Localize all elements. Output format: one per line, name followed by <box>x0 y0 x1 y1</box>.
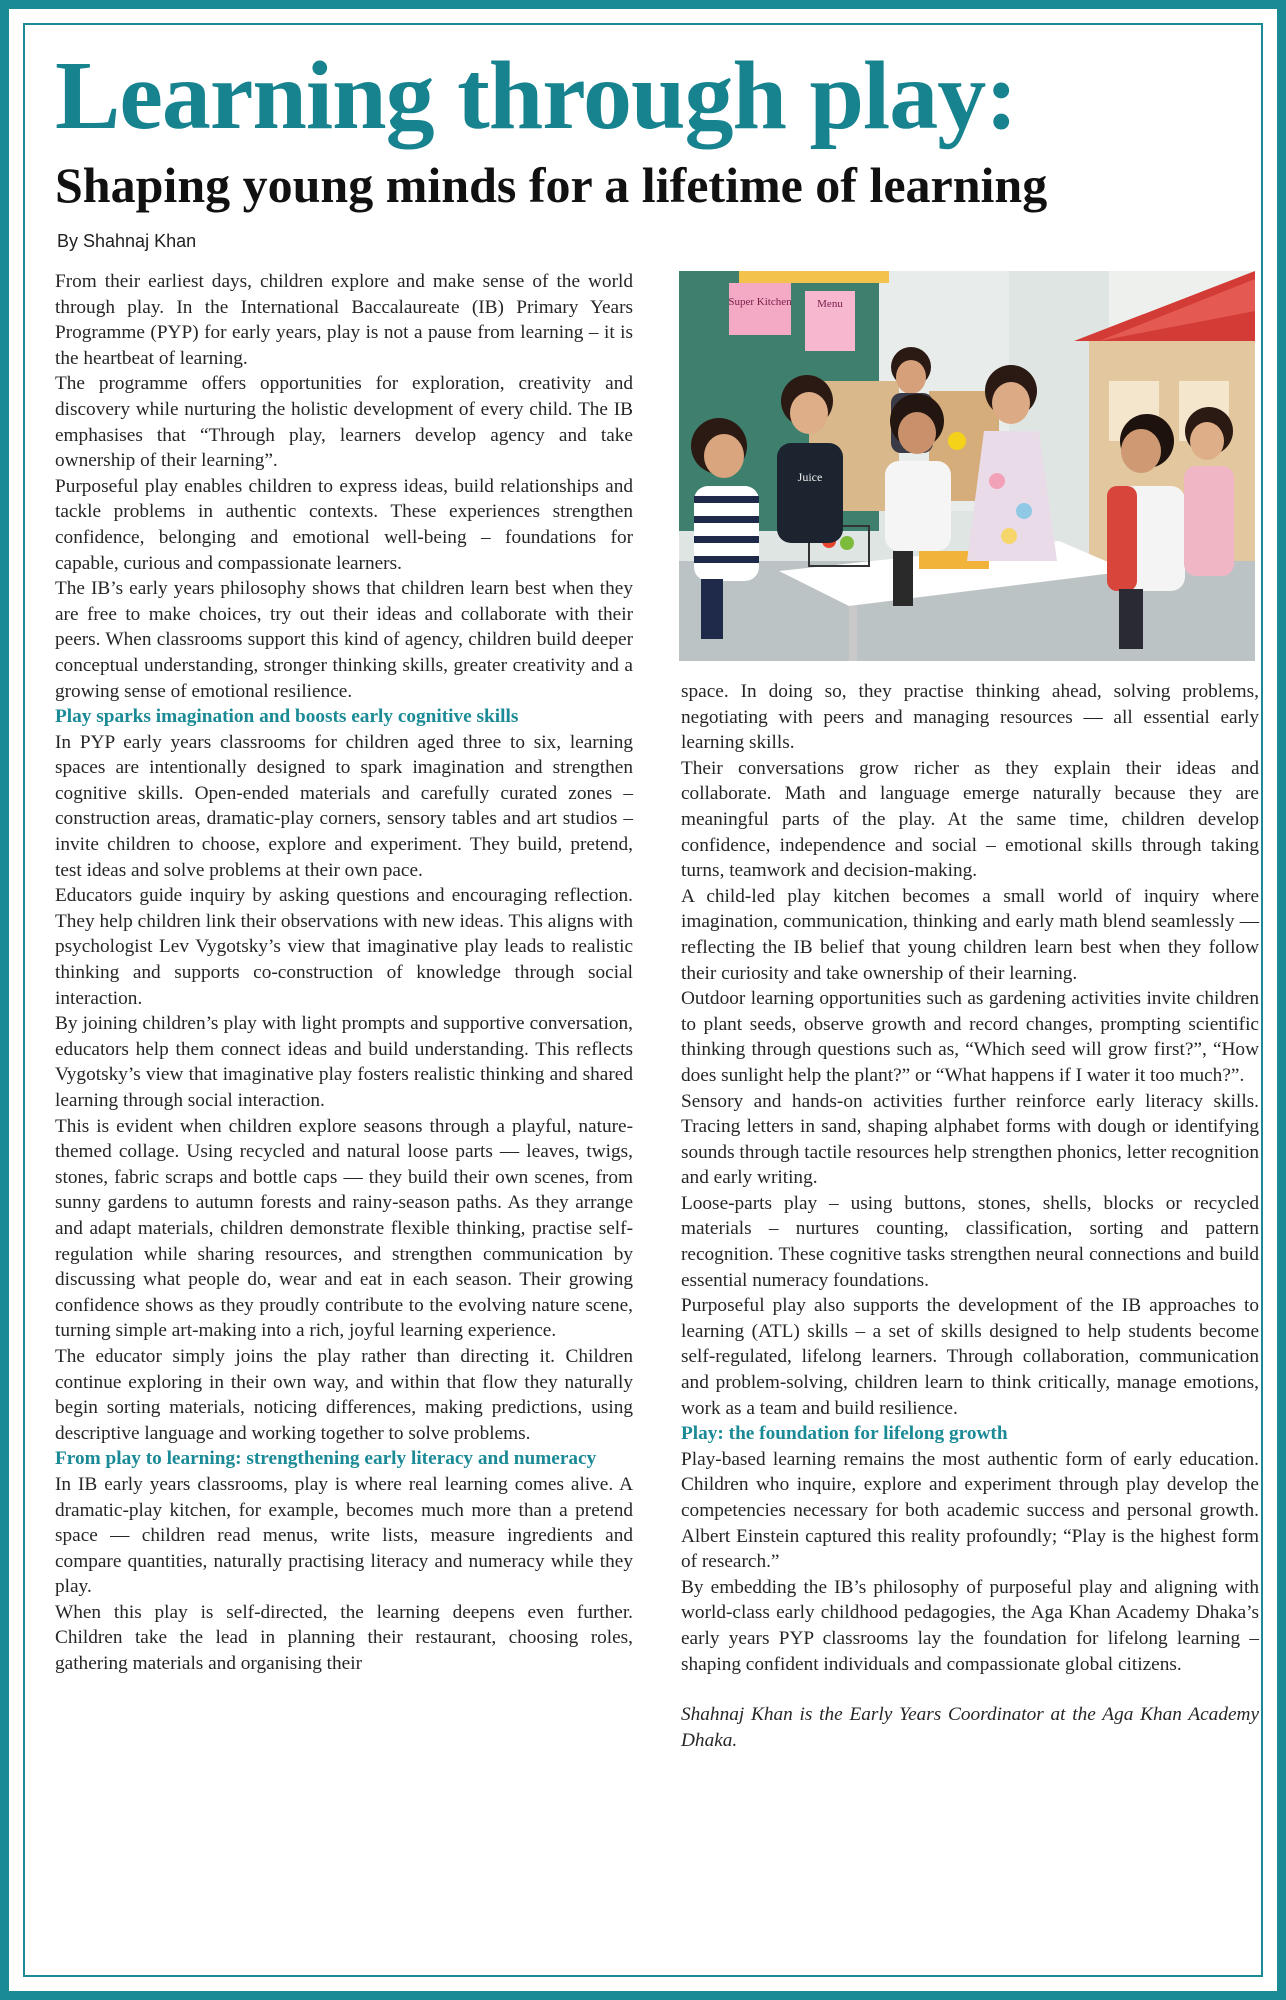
section-heading: From play to learning: strengthening early literacy and numeracy <box>55 1448 597 1470</box>
article-byline: By Shahnaj Khan <box>57 231 197 251</box>
left-column <box>55 269 633 1677</box>
paragraph: From their earliest days, children explore and make sense of the world through play. In the International Baccalaureate (IB) Primary Years Programme (PYP) for early years, play is not a pause from learning – it is the heartbeat of learning. <box>55 271 633 369</box>
paragraph: Sensory and hands-on activities further reinforce early literacy skills. Tracing letters in sand, shaping alphabet forms with dough or identifying sounds through tactile resources help strengthen phonics, letter recognition and early writing. <box>681 1090 1259 1189</box>
classroom-photo <box>679 271 1255 661</box>
paragraph: This is evident when children explore seasons through a playful, nature-themed collage. Using recycled and natural loose parts — leaves, twigs, stones, fabric scraps and bottle caps — they build their own scenes, from sunny gardens to autumn forests and rainy-season paths. As they arrange and adapt materials, children demonstrate flexible thinking, practise self-regulation while sharing resources, and strengthen communication by discussing what people do, wear and eat in each season. Their growing confidence shows as they proudly contribute to the evolving nature scene, turning simple art-making into a rich, joyful learning experience. <box>55 1115 633 1342</box>
paragraph: space. In doing so, they practise thinking ahead, solving problems, negotiating with peers and managing resources — all essential early learning skills. <box>681 681 1259 754</box>
paragraph: By joining children’s play with light prompts and supportive conversation, educators help them connect ideas and build understanding. This reflects Vygotsky’s view that imaginative play fosters realistic thinking and shared learning through social interaction. <box>55 1013 633 1111</box>
paragraph: Play-based learning remains the most authentic form of early education. Children who inquire, explore and experiment through play develop the competencies necessary for both academic success and personal growth. Albert Einstein captured this reality profoundly; “Play is the highest form of research.” <box>681 1448 1259 1573</box>
section-heading: Play sparks imagination and boosts early cognitive skills <box>55 706 519 728</box>
section-heading: Play: the foundation for lifelong growth <box>681 1423 1008 1445</box>
sign-text: Menu <box>817 298 843 310</box>
paragraph: Outdoor learning opportunities such as gardening activities invite children to plant seeds, observe growth and record changes, prompting scientific thinking through questions such as, “Which seed will grow first?”, “How does sunlight help the plant?” or “What happens if I water it too much?”. <box>681 988 1259 1086</box>
paragraph: In PYP early years classrooms for children aged three to six, learning spaces are intentionally designed to spark imagination and strengthen cognitive skills. Open-ended materials and carefully curated zones – construction areas, dramatic-play corners, sensory tables and art studios – invite children to choose, explore and experiment. They build, pretend, test ideas and solve problems at their own pace. <box>55 731 633 881</box>
paragraph: A child-led play kitchen becomes a small world of inquiry where imagination, communication, thinking and early math blend seamlessly — reflecting the IB belief that young children learn best when they follow their curiosity and take ownership of their learning. <box>681 885 1259 984</box>
sign-text: Super Kitchen <box>728 296 792 308</box>
paragraph: When this play is self-directed, the learning deepens even further. Children take the lead in planning their restaurant, choosing roles, gathering materials and organising their <box>55 1601 633 1675</box>
author-bio: Shahnaj Khan is the Early Years Coordinator at the Aga Khan Academy Dhaka. <box>681 1704 1259 1751</box>
paragraph: Purposeful play enables children to express ideas, build relationships and tackle problems in authentic contexts. These experiences strengthen confidence, belonging and emotional well-being – foundations for capable, curious and compassionate learners. <box>55 475 633 574</box>
paragraph: Their conversations grow richer as they explain their ideas and collaborate. Math and language emerge naturally because they are meaningful parts of the play. At the same time, children develop confidence, independence and social – emotional skills through taking turns, teamwork and decision-making. <box>681 757 1259 882</box>
classroom-illustration <box>679 271 1255 661</box>
article-title: Learning through play: <box>55 42 1017 150</box>
paragraph: The educator simply joins the play rather than directing it. Children continue exploring in their own way, and within that flow they naturally begin sorting materials, noticing differences, making predictions, using descriptive language and working together to solve problems. <box>55 1345 633 1444</box>
article-subtitle: Shaping young minds for a lifetime of learning <box>55 157 1048 213</box>
paragraph: In IB early years classrooms, play is where real learning comes alive. A dramatic-play kitchen, for example, becomes much more than a pretend space — children read menus, write lists, measure ingredients and compare quantities, naturally practising literacy and numeracy while they play. <box>55 1473 633 1598</box>
shirt-text: Juice <box>797 470 823 484</box>
paragraph: Educators guide inquiry by asking questions and encouraging reflection. They help children link their observations with new ideas. This aligns with psychologist Lev Vygotsky’s view that imaginative play leads to realistic thinking and supports co-construction of knowledge through social interaction. <box>55 885 633 1009</box>
paragraph: Purposeful play also supports the development of the IB approaches to learning (ATL) skills – a set of skills designed to help students become self-regulated, lifelong learners. Through collaboration, communication and problem-solving, children learn to think critically, manage emotions, work as a team and build resilience. <box>681 1295 1259 1419</box>
super-kitchen-sign <box>729 283 791 335</box>
paragraph: By embedding the IB’s philosophy of purposeful play and aligning with world-class early childhood pedagogies, the Aga Khan Academy Dhaka’s early years PYP classrooms lay the foundation for lifelong learning – shaping confident individuals and compassionate global citizens. <box>681 1576 1259 1675</box>
right-column <box>681 679 1259 1753</box>
paragraph: The programme offers opportunities for exploration, creativity and discovery while nurturing the holistic development of every child. The IB emphasises that “Through play, learners develop agency and take ownership of their learning”. <box>55 373 633 472</box>
paragraph: The IB’s early years philosophy shows that children learn best when they are free to make choices, try out their ideas and collaborate with their peers. When classrooms support this kind of agency, children build deeper conceptual understanding, stronger thinking skills, greater creativity and a growing sense of emotional resilience. <box>55 578 633 702</box>
paragraph: Loose-parts play – using buttons, stones, shells, blocks or recycled materials – nurtures counting, classification, sorting and pattern recognition. These cognitive tasks strengthen neural connections and build essential numeracy foundations. <box>681 1192 1259 1291</box>
